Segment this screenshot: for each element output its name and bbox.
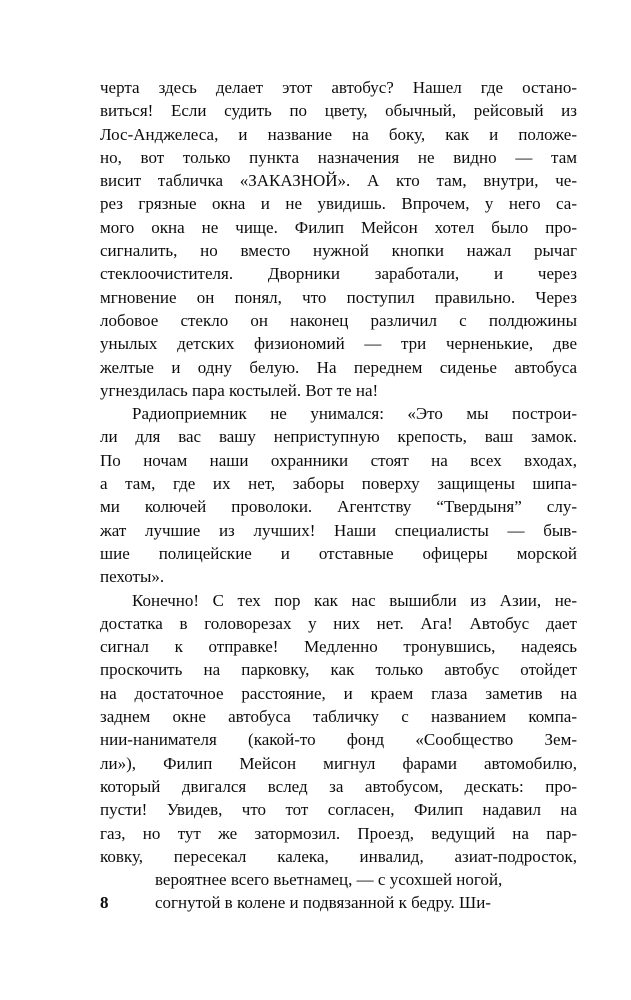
text-line: По ночам наши охранники стоят на всех входах,: [100, 450, 577, 470]
page-number: 8: [100, 893, 109, 912]
text-line: сигналить, но вместо нужной кнопки нажал рычаг: [100, 241, 577, 261]
text-line: согнутой в колене и подвязанной к бедру. Ши-: [155, 893, 491, 913]
paragraph: [100, 402, 577, 588]
text-line: угнездилась пара костылей. Вот те на!: [100, 380, 379, 400]
text-line: проскочить на парковку, как только автобус отойдет: [100, 660, 577, 680]
text-line: достатка в головорезах у них нет. Ага! Автобус дает: [100, 613, 577, 633]
text-line: заднем окне автобуса табличку с названием компа-: [100, 707, 577, 727]
text-line: ли»), Филип Мейсон мигнул фарами автомобилю,: [100, 753, 577, 773]
text-line: лобовое стекло он наконец различил с полдюжины: [100, 310, 577, 330]
text-line: висит табличка «ЗАКАЗНОЙ». А кто там, внутри, че-: [100, 171, 577, 191]
text-line: ли для вас вашу неприступную крепость, ваш замок.: [100, 427, 577, 447]
text-line: унылых детских физиономий — три черненькие, две: [100, 334, 577, 354]
text-line: газ, но тут же затормозил. Проезд, ведущий на пар-: [100, 823, 577, 843]
paragraph: [100, 589, 577, 915]
text-line: виться! Если судить по цвету, обычный, рейсовый из: [100, 101, 577, 121]
text-line: пусти! Увидев, что тот согласен, Филип надавил на: [100, 800, 577, 820]
text-line: черта здесь делает этот автобус? Нашел где остано-: [100, 78, 577, 97]
text-line: Конечно! С тех пор как нас вышибли из Азии, не-: [132, 590, 577, 610]
text-line: стеклоочистителя. Дворники заработали, и через: [100, 264, 577, 284]
text-line: а там, где их нет, заборы поверху защищены шипа-: [100, 474, 577, 494]
text-line: нии-нанимателя (какой-то фонд «Сообщество Зем-: [100, 730, 577, 750]
text-line: мгновение он понял, что поступил правильно. Через: [100, 287, 577, 307]
paragraph: [100, 76, 577, 402]
text-line: пехоты».: [100, 567, 165, 587]
text-line: Радиоприемник не унимался: «Это мы построи-: [132, 404, 577, 424]
text-line: шие полицейские и отставные офицеры морской: [100, 543, 577, 563]
text-line: но, вот только пункта назначения не видно — там: [100, 147, 577, 167]
text-block: [100, 76, 577, 915]
text-line: ковку, пересекал калека, инвалид, азиат-подросток,: [100, 846, 577, 866]
text-line: мого окна не чище. Филип Мейсон хотел было про-: [100, 217, 577, 237]
text-line: ми колючей проволоки. Агентству “Твердыня” слу-: [100, 497, 577, 517]
text-line: жат лучшие из лучших! Наши специалисты — быв-: [100, 520, 577, 540]
text-line: сигнал к отправке! Медленно тронувшись, надеясь: [100, 637, 577, 657]
text-line: Лос-Анджелеса, и название на боку, как и положе-: [100, 124, 577, 144]
text-line: рез грязные окна и не увидишь. Впрочем, у него са-: [100, 194, 577, 214]
text-line: вероятнее всего вьетнамец, — с усохшей ногой,: [155, 870, 503, 890]
text-line: на достаточное расстояние, и краем глаза заметив на: [100, 683, 577, 703]
text-line: который двигался вслед за автобусом, дескать: про-: [100, 776, 577, 796]
text-line: желтые и одну белую. На переднем сиденье автобуса: [100, 357, 577, 377]
